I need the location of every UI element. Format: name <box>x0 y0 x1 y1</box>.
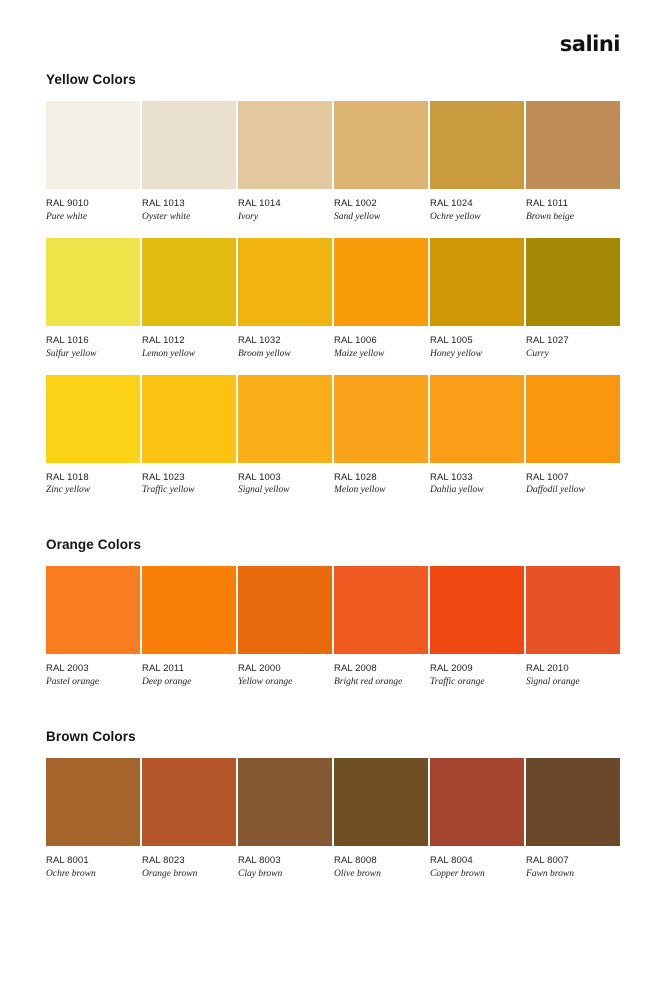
section-spacer <box>46 703 620 729</box>
color-chip <box>334 238 428 326</box>
swatch-labels <box>430 326 524 375</box>
swatch-cell[interactable] <box>526 238 620 375</box>
swatch-code: RAL 2008 <box>334 663 377 675</box>
swatch-labels <box>142 654 236 703</box>
swatch-row-yellow-1 <box>46 101 620 238</box>
swatch-code: RAL 8007 <box>526 855 569 866</box>
swatch-labels <box>334 326 428 375</box>
swatch-cell[interactable] <box>526 101 620 238</box>
swatch-code: RAL 1007 <box>526 471 569 483</box>
swatch-name: Broom yellow <box>238 348 291 359</box>
swatch-cell[interactable] <box>46 101 140 238</box>
swatch-cell[interactable] <box>430 566 524 703</box>
swatch-code: RAL 1016 <box>46 334 89 346</box>
swatch-cell[interactable] <box>526 375 620 512</box>
color-chip <box>46 375 140 463</box>
swatch-name: Olive brown <box>334 868 381 879</box>
swatch-labels <box>430 846 524 895</box>
color-chip <box>334 375 428 463</box>
swatch-code: RAL 1003 <box>238 471 281 483</box>
color-chip <box>334 758 428 846</box>
swatch-labels <box>238 654 332 703</box>
section-yellow <box>46 72 620 511</box>
color-chip <box>430 101 524 189</box>
color-chip <box>430 238 524 326</box>
swatch-code: RAL 1033 <box>430 471 473 483</box>
swatch-code: RAL 2010 <box>526 663 569 675</box>
swatch-name: Honey yellow <box>430 348 482 359</box>
swatch-labels <box>46 846 140 895</box>
swatch-code: RAL 1006 <box>334 334 377 346</box>
swatch-cell[interactable] <box>46 758 140 895</box>
section-title-orange: Orange Colors <box>46 537 142 553</box>
color-chip <box>46 566 140 654</box>
swatch-labels <box>46 463 140 512</box>
swatch-cell[interactable] <box>238 238 332 375</box>
color-chip <box>238 375 332 463</box>
swatch-code: RAL 1024 <box>430 198 473 209</box>
swatch-labels <box>46 654 140 703</box>
section-orange <box>46 537 620 703</box>
swatch-cell[interactable] <box>430 101 524 238</box>
swatch-code: RAL 1018 <box>46 471 89 483</box>
swatch-code: RAL 1012 <box>142 334 185 346</box>
swatch-name: Pastel orange <box>46 677 100 688</box>
section-spacer <box>46 511 620 537</box>
swatch-labels <box>238 463 332 512</box>
swatch-name: Deep orange <box>142 677 192 688</box>
color-chip <box>142 101 236 189</box>
color-chip <box>142 375 236 463</box>
swatch-code: RAL 2011 <box>142 663 184 675</box>
swatch-cell[interactable] <box>334 566 428 703</box>
swatch-cell[interactable] <box>238 101 332 238</box>
swatch-labels <box>46 189 140 238</box>
color-chip <box>430 758 524 846</box>
color-chip <box>238 101 332 189</box>
section-brown <box>46 729 620 895</box>
swatch-code: RAL 2009 <box>430 663 473 675</box>
swatch-cell[interactable] <box>46 566 140 703</box>
color-chip <box>142 238 236 326</box>
color-chip <box>46 101 140 189</box>
swatch-cell[interactable] <box>430 238 524 375</box>
swatch-code: RAL 8001 <box>46 855 89 866</box>
swatch-name: Zinc yellow <box>46 485 91 496</box>
swatch-name: Fawn brown <box>526 868 574 879</box>
swatch-code: RAL 1023 <box>142 471 185 483</box>
swatch-name: Clay brown <box>238 868 283 879</box>
swatch-name: Brown beige <box>526 211 574 222</box>
swatch-cell[interactable] <box>142 238 236 375</box>
swatch-cell[interactable] <box>334 238 428 375</box>
swatch-code: RAL 8004 <box>430 855 473 866</box>
swatch-name: Ochre yellow <box>430 211 481 222</box>
color-chip <box>526 758 620 846</box>
color-chip <box>430 566 524 654</box>
section-title-brown: Brown Colors <box>46 729 136 744</box>
swatch-labels <box>334 654 428 703</box>
swatch-name: Sulfur yellow <box>46 348 97 359</box>
swatch-labels <box>334 846 428 895</box>
swatch-cell[interactable] <box>142 758 236 895</box>
color-chip <box>334 566 428 654</box>
color-chip <box>526 101 620 189</box>
swatch-cell[interactable] <box>526 758 620 895</box>
swatch-name: Signal orange <box>526 677 580 688</box>
swatch-labels <box>526 846 620 895</box>
swatch-cell[interactable] <box>142 566 236 703</box>
swatch-code: RAL 1005 <box>430 334 473 346</box>
swatch-labels <box>526 463 620 512</box>
color-chip <box>238 566 332 654</box>
swatch-labels <box>526 654 620 703</box>
swatch-name: Traffic orange <box>430 677 485 688</box>
swatch-name: Ivory <box>238 211 259 222</box>
swatch-name: Maize yellow <box>334 348 385 359</box>
swatch-cell[interactable] <box>334 375 428 512</box>
swatch-row-brown-1 <box>46 758 620 895</box>
color-chip <box>334 101 428 189</box>
swatch-cell[interactable] <box>334 101 428 238</box>
swatch-labels <box>238 846 332 895</box>
swatch-row-yellow-3 <box>46 375 620 512</box>
swatch-cell[interactable] <box>142 101 236 238</box>
swatch-cell[interactable] <box>430 758 524 895</box>
swatch-labels <box>526 326 620 375</box>
swatch-row-orange-1 <box>46 566 620 703</box>
color-chip <box>430 375 524 463</box>
section-title-yellow: Yellow Colors <box>46 72 136 87</box>
swatch-code: RAL 8008 <box>334 855 377 866</box>
swatch-labels <box>526 189 620 238</box>
swatch-code: RAL 2003 <box>46 663 89 675</box>
swatch-name: Sand yellow <box>334 211 381 222</box>
swatch-name: Bright red orange <box>334 677 403 688</box>
swatch-name: Copper brown <box>430 868 485 879</box>
swatch-code: RAL 1028 <box>334 471 377 483</box>
color-chip <box>46 238 140 326</box>
swatch-labels <box>430 654 524 703</box>
color-chip <box>46 758 140 846</box>
swatch-labels <box>46 326 140 375</box>
color-chip <box>142 758 236 846</box>
swatch-name: Yellow orange <box>238 677 293 688</box>
swatch-labels <box>334 189 428 238</box>
swatch-labels <box>334 463 428 512</box>
swatch-name: Curry <box>526 348 549 359</box>
swatch-name: Melon yellow <box>334 485 386 496</box>
brand-logo: salini <box>559 32 620 56</box>
swatch-name: Traffic yellow <box>142 485 195 496</box>
swatch-name: Oyster white <box>142 211 191 222</box>
swatch-name: Ochre brown <box>46 868 96 879</box>
swatch-cell[interactable] <box>142 375 236 512</box>
swatch-code: RAL 1011 <box>526 198 568 209</box>
swatch-name: Dahlia yellow <box>430 485 484 496</box>
color-chip <box>238 238 332 326</box>
swatch-code: RAL 1013 <box>142 198 185 209</box>
swatch-labels <box>142 846 236 895</box>
swatch-cell[interactable] <box>430 375 524 512</box>
swatch-labels <box>238 326 332 375</box>
swatch-code: RAL 1014 <box>238 198 281 209</box>
swatch-name: Daffodil yellow <box>526 485 585 496</box>
swatch-name: Pure white <box>46 211 88 222</box>
swatch-cell[interactable] <box>46 238 140 375</box>
swatch-labels <box>142 189 236 238</box>
swatch-cell[interactable] <box>526 566 620 703</box>
swatch-code: RAL 8003 <box>238 855 281 866</box>
swatch-code: RAL 1027 <box>526 334 569 346</box>
swatch-labels <box>142 326 236 375</box>
swatch-name: Signal yellow <box>238 485 290 496</box>
color-chip <box>526 375 620 463</box>
color-chip <box>526 238 620 326</box>
swatch-labels <box>430 463 524 512</box>
swatch-labels <box>430 189 524 238</box>
swatch-labels <box>238 189 332 238</box>
swatch-code: RAL 1032 <box>238 334 281 346</box>
swatch-name: Orange brown <box>142 868 198 879</box>
swatch-cell[interactable] <box>238 375 332 512</box>
swatch-name: Lemon yellow <box>142 348 196 359</box>
swatch-cell[interactable] <box>238 566 332 703</box>
color-chip <box>238 758 332 846</box>
swatch-code: RAL 1002 <box>334 198 377 209</box>
swatch-cell[interactable] <box>334 758 428 895</box>
swatch-labels <box>142 463 236 512</box>
swatch-code: RAL 8023 <box>142 855 185 866</box>
page-header <box>46 0 620 72</box>
swatch-code: RAL 9010 <box>46 198 89 209</box>
swatch-cell[interactable] <box>238 758 332 895</box>
color-chip <box>526 566 620 654</box>
swatch-row-yellow-2 <box>46 238 620 375</box>
swatch-cell[interactable] <box>46 375 140 512</box>
swatch-code: RAL 2000 <box>238 663 281 675</box>
color-chip <box>142 566 236 654</box>
